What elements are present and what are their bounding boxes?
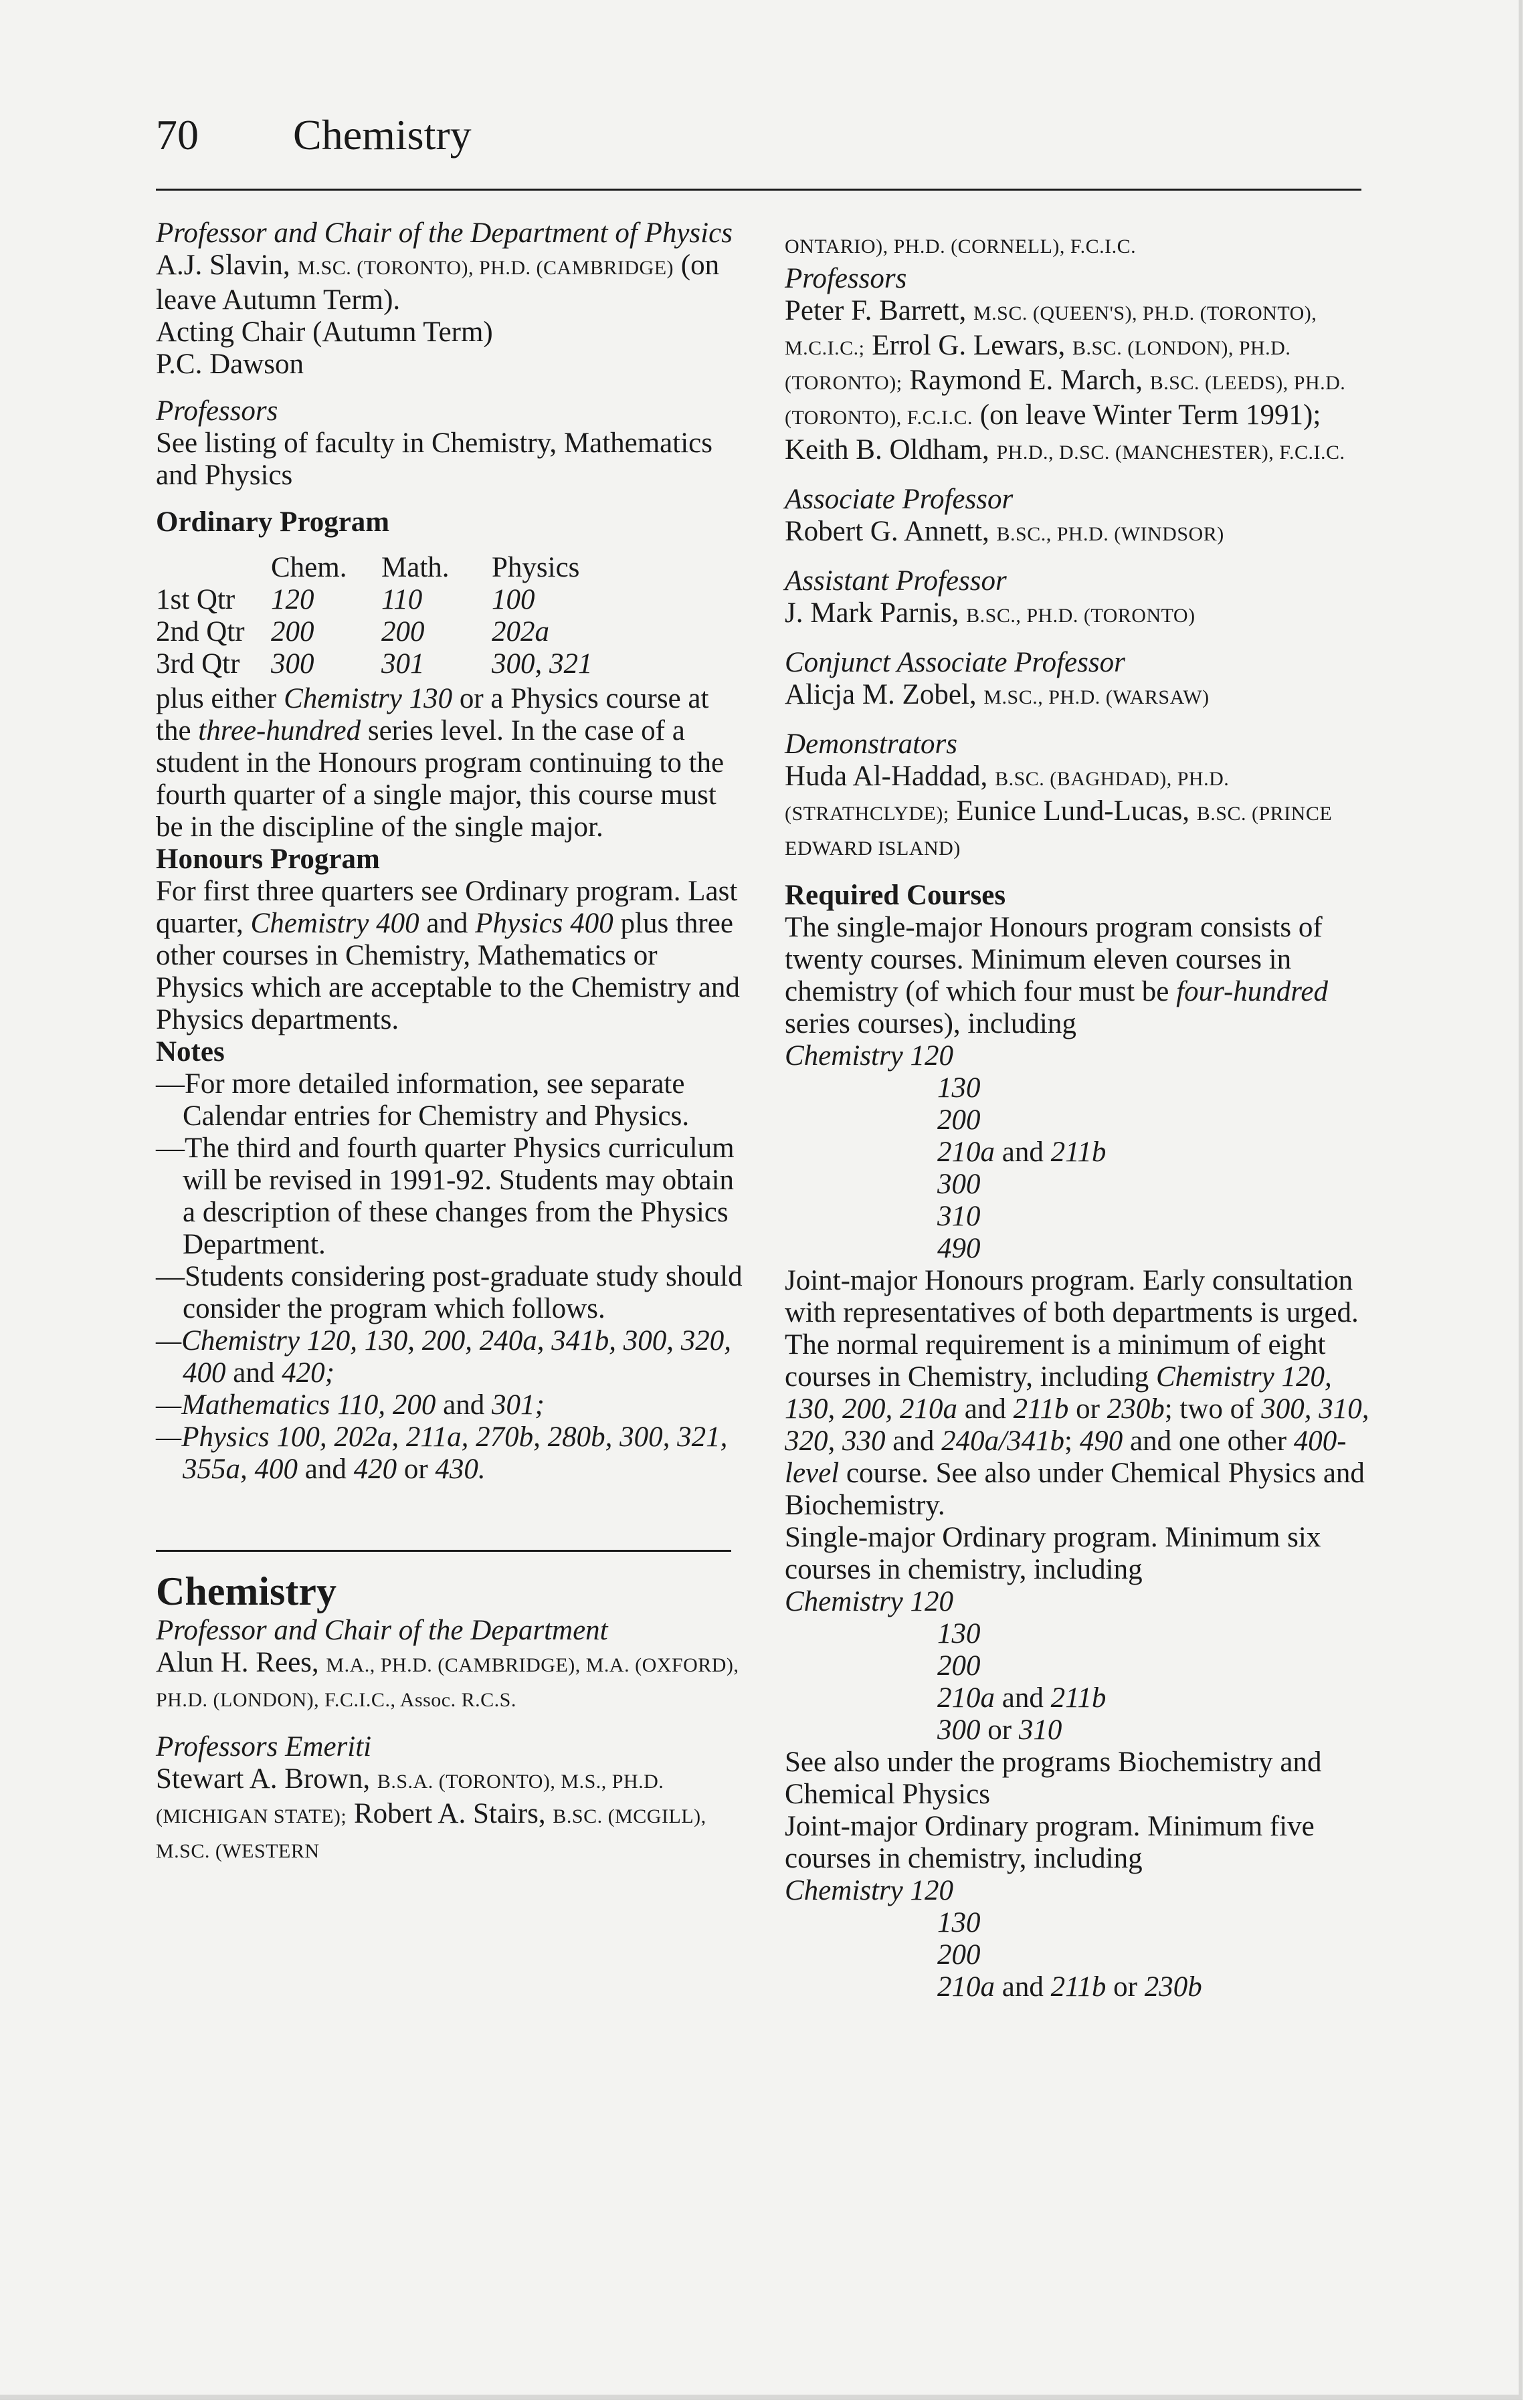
- single-major-honours-text: [785, 912, 1373, 1040]
- table-cell: 3rd Qtr: [156, 648, 240, 680]
- physics-chair-entry: [156, 249, 745, 316]
- text-run: and: [225, 1357, 282, 1389]
- note-item-physics: [156, 1421, 745, 1486]
- notes-list: [156, 1068, 745, 1486]
- text-run: and: [995, 1136, 1051, 1168]
- faculty-name: J. Mark Parnis,: [785, 597, 959, 629]
- chemistry-chair-name: Alun H. Rees,: [156, 1647, 319, 1678]
- professor-degrees: B.SC. (LEEDS), PH.D. (TORONTO), F.C.I.C.: [785, 372, 1346, 429]
- table-cell: 120: [271, 584, 314, 615]
- course-item: 130: [937, 1618, 981, 1649]
- notes-heading: Notes: [156, 1036, 225, 1068]
- course-item: Chemistry 120: [785, 1586, 954, 1617]
- physics-chair-name: A.J. Slavin,: [156, 249, 290, 281]
- course-ref: Chemistry 400: [250, 908, 419, 939]
- emeritus-degrees: B.SC. (MCGILL), M.SC. (WESTERN: [156, 1805, 706, 1862]
- course-item: 200: [937, 1650, 981, 1682]
- emeritus-name: Robert A. Stairs,: [347, 1798, 546, 1829]
- chemistry-chair-degrees: M.A., PH.D. (CAMBRIDGE), M.A. (OXFORD), PH.D. (LONDON), F.C.I.C., Assoc. R.C.S.: [156, 1654, 739, 1711]
- course-ref: 210a: [937, 1682, 995, 1714]
- text-run: or: [980, 1714, 1019, 1746]
- text-run: plus either: [156, 683, 284, 714]
- course-item: [785, 1136, 1373, 1169]
- table-header-row: [156, 552, 593, 584]
- text-run: or: [1068, 1393, 1107, 1425]
- see-also-text: See also under the programs Biochemistry and Chemical Physics: [785, 1746, 1322, 1810]
- table-cell: 301: [381, 648, 425, 680]
- header-rule: [156, 189, 1361, 191]
- course-ref: —Physics 100, 202a, 211a, 270b, 280b, 300, 321, 355a, 400: [156, 1421, 728, 1485]
- table-cell: 1st Qtr: [156, 584, 235, 615]
- joint-major-honours-text: [785, 1265, 1373, 1522]
- course-item: 130: [937, 1072, 981, 1104]
- chemistry-professors-block: [785, 263, 1373, 469]
- course-ref: —Mathematics 110, 200: [156, 1389, 436, 1421]
- course-item: Chemistry 120: [785, 1875, 954, 1906]
- faculty-degrees: B.SC., PH.D. (WINDSOR): [996, 523, 1224, 545]
- table-cell: 200: [271, 616, 314, 647]
- professor-name: Keith B. Oldham,: [785, 434, 989, 466]
- course-ref: 240a/341b: [941, 1425, 1065, 1457]
- course-ref: 310: [1018, 1714, 1062, 1746]
- course-item: 200: [937, 1939, 981, 1971]
- conjunct-professor-entry: [785, 679, 1373, 714]
- text-run: For first three quarters see Ordinary program. Last quarter,: [156, 876, 738, 939]
- single-major-ordinary-course-list: [785, 1586, 1373, 1746]
- course-ref: 420;: [282, 1357, 334, 1389]
- text-run: and: [995, 1971, 1051, 2003]
- text-run: and: [957, 1393, 1014, 1425]
- chemistry-professors-list: [785, 295, 1373, 469]
- note-item: —The third and fourth quarter Physics curriculum will be revised in 1991-92. Students may obtain a description of these changes from the Physics Department.: [156, 1132, 735, 1260]
- text-run: The single-major Honours program consists of twenty courses. Minimum eleven courses in chemistry (of which four must be: [785, 912, 1323, 1007]
- acting-chair-label: Acting Chair (Autumn Term): [156, 316, 493, 348]
- table-cell: 300: [271, 648, 314, 680]
- table-cell: 110: [381, 584, 423, 615]
- conjunct-professor-heading: Conjunct Associate Professor: [785, 647, 1125, 678]
- emeritus-degrees: B.S.A. (TORONTO), M.S., PH.D. (MICHIGAN STATE);: [156, 1771, 664, 1827]
- emeriti-block: [156, 1731, 745, 1868]
- professor-degrees: M.SC. (QUEEN'S), PH.D. (TORONTO), M.C.I.C.;: [785, 302, 1317, 359]
- associate-professor-entry: [785, 516, 1373, 550]
- course-ref: Physics 400: [475, 908, 613, 939]
- ordinary-program-text: [156, 683, 745, 843]
- text-run: or: [1106, 1971, 1145, 2003]
- joint-major-ordinary-text: Joint-major Ordinary program. Minimum five courses in chemistry, including: [785, 1811, 1315, 1874]
- text-run: series courses), including: [785, 1008, 1076, 1039]
- text-run: course. See also under Chemical Physics and Biochemistry.: [785, 1458, 1365, 1521]
- physics-professors-block: [156, 395, 745, 492]
- note-item: —For more detailed information, see separate Calendar entries for Chemistry and Physics.: [156, 1068, 690, 1132]
- table-cell: 202a: [492, 616, 549, 647]
- right-column: [785, 231, 1373, 2003]
- acting-chair-name: P.C. Dawson: [156, 348, 304, 380]
- text-run: ; two of: [1164, 1393, 1262, 1425]
- physics-professors-heading: Professors: [156, 395, 278, 427]
- course-ref: 230b: [1144, 1971, 1202, 2003]
- text-run: and: [436, 1389, 492, 1421]
- course-ref: 211b: [1013, 1393, 1069, 1425]
- course-item: 300: [937, 1169, 981, 1200]
- assistant-professor-entry: [785, 597, 1373, 632]
- emeritus-name: Stewart A. Brown,: [156, 1763, 371, 1795]
- physics-chair-leave: (on leave Autumn Term).: [156, 249, 720, 316]
- table-row: [156, 616, 593, 648]
- text-run: and: [298, 1453, 354, 1485]
- chemistry-chair-heading: Professor and Chair of the Department: [156, 1615, 608, 1646]
- demonstrators-heading: Demonstrators: [785, 728, 958, 760]
- page-title: Chemistry: [293, 111, 472, 159]
- course-ref: 430.: [435, 1453, 486, 1485]
- physics-chair-block: [156, 217, 745, 381]
- course-ref: 490: [1079, 1425, 1123, 1457]
- chemistry-professors-heading: Professors: [785, 263, 907, 294]
- course-item: 490: [937, 1233, 981, 1264]
- course-ref: 400-level: [785, 1425, 1347, 1489]
- honours-program-heading: Honours Program: [156, 843, 380, 875]
- professor-degrees: PH.D., D.SC. (MANCHESTER), F.C.I.C.: [996, 441, 1345, 464]
- emphasis: three-hundred: [198, 715, 361, 746]
- table-header-cell: Physics: [492, 552, 580, 583]
- table-cell: 100: [492, 584, 535, 615]
- course-ref: 420: [353, 1453, 397, 1485]
- honours-course-list: [785, 1040, 1373, 1265]
- faculty-degrees: B.SC. (PRINCE EDWARD ISLAND): [785, 803, 1333, 860]
- section-rule: [156, 1550, 731, 1552]
- continued-degrees: ONTARIO), PH.D. (CORNELL), F.C.I.C.: [785, 235, 1137, 258]
- professor-leave: (on leave Winter Term 1991);: [973, 399, 1321, 431]
- table-header-cell: [156, 552, 271, 584]
- course-item: 310: [937, 1201, 981, 1232]
- chemistry-chair-block: [156, 1615, 745, 1716]
- text-run: and one other: [1123, 1425, 1294, 1457]
- course-ref: —Chemistry 120, 130, 200, 240a, 341b, 300, 320, 400: [156, 1325, 731, 1389]
- course-ref: 211b: [1050, 1136, 1107, 1168]
- note-item-mathematics: [156, 1389, 745, 1421]
- required-courses-heading: Required Courses: [785, 880, 1006, 911]
- conjunct-professor-block: [785, 647, 1373, 714]
- text-run: and: [419, 908, 476, 939]
- honours-program-text: [156, 876, 745, 1036]
- table-header-cell: Chem.: [271, 552, 347, 583]
- text-run: and: [885, 1425, 942, 1457]
- course-ref: 301;: [492, 1389, 545, 1421]
- course-ref: 210a: [937, 1971, 995, 2003]
- table-cell: 300, 321: [492, 648, 593, 680]
- course-ref: 211b: [1050, 1971, 1107, 2003]
- chemistry-chair-entry: [156, 1647, 745, 1716]
- physics-chair-degrees: M.SC. (TORONTO), PH.D. (CAMBRIDGE): [297, 257, 674, 279]
- table-row: [156, 648, 593, 680]
- professor-degrees: B.SC. (LONDON), PH.D. (TORONTO);: [785, 337, 1291, 394]
- text-run: series level. In the case of a student in the Honours program continuing to the fourth quarter of a single major, this course must be in the discipline of the single major.: [156, 715, 725, 843]
- left-column: [156, 217, 745, 1882]
- course-item: Chemistry 120: [785, 1040, 954, 1072]
- text-run: or: [397, 1453, 436, 1485]
- course-ref: 230b: [1107, 1393, 1165, 1425]
- demonstrators-block: [785, 728, 1373, 865]
- course-ref: Chemistry 120, 130, 200, 210a: [785, 1361, 1332, 1425]
- faculty-name: Huda Al-Haddad,: [785, 761, 988, 792]
- course-item: [785, 1971, 1373, 2003]
- associate-professor-heading: Associate Professor: [785, 484, 1014, 515]
- physics-chair-heading: Professor and Chair of the Department of Physics: [156, 217, 733, 249]
- text-run: ;: [1064, 1425, 1080, 1457]
- page-number: 70: [156, 111, 199, 159]
- table-row: [156, 584, 593, 616]
- note-item-chemistry: [156, 1325, 745, 1389]
- joint-major-ordinary-course-list: [785, 1875, 1373, 2003]
- faculty-degrees: M.SC., PH.D. (WARSAW): [983, 686, 1210, 708]
- course-ref: 300: [937, 1714, 981, 1746]
- professor-name: Errol G. Lewars,: [864, 330, 1066, 361]
- table-cell: 200: [381, 616, 425, 647]
- faculty-degrees: B.SC. (BAGHDAD), PH.D. (STRATHCLYDE);: [785, 768, 1230, 825]
- course-ref: 211b: [1050, 1682, 1107, 1714]
- assistant-professor-block: [785, 565, 1373, 632]
- faculty-name: Alicja M. Zobel,: [785, 679, 977, 710]
- text-run: and: [995, 1682, 1051, 1714]
- course-item: [785, 1714, 1373, 1746]
- ordinary-program-heading: Ordinary Program: [156, 506, 390, 538]
- course-ref: Chemistry 130: [284, 683, 453, 714]
- demonstrators-entry: [785, 761, 1373, 865]
- text-run: or a Physics course at the: [156, 683, 709, 746]
- table-cell: 2nd Qtr: [156, 616, 245, 647]
- professor-name: Peter F. Barrett,: [785, 295, 967, 326]
- text-run: plus three other courses in Chemistry, Mathematics or Physics which are acceptable to the Chemistry and Physics departments.: [156, 908, 740, 1035]
- table-header-cell: Math.: [381, 552, 450, 583]
- course-item: 200: [937, 1104, 981, 1136]
- page-header: [156, 111, 472, 159]
- emphasis: four-hundred: [1176, 976, 1329, 1007]
- course-ref: 210a: [937, 1136, 995, 1168]
- note-item: —Students considering post-graduate study should consider the program which follows.: [156, 1261, 743, 1324]
- faculty-name: Eunice Lund-Lucas,: [949, 795, 1190, 827]
- emeriti-entry: [156, 1763, 745, 1868]
- assistant-professor-heading: Assistant Professor: [785, 565, 1007, 597]
- single-major-ordinary-text: Single-major Ordinary program. Minimum six courses in chemistry, including: [785, 1522, 1321, 1585]
- course-ref: 300, 310, 320, 330: [785, 1393, 1369, 1457]
- physics-professors-text: See listing of faculty in Chemistry, Mathematics and Physics: [156, 427, 712, 491]
- section-title: Chemistry: [156, 1569, 337, 1613]
- faculty-degrees: B.SC., PH.D. (TORONTO): [966, 605, 1196, 627]
- course-item: 130: [937, 1907, 981, 1938]
- text-run: Joint-major Honours program. Early consultation with representatives of both departments is urged. The normal requirement is a minimum of eight courses in Chemistry, including: [785, 1265, 1359, 1393]
- professor-name: Raymond E. March,: [902, 365, 1143, 396]
- course-item: [785, 1682, 1373, 1714]
- emeriti-heading: Professors Emeriti: [156, 1731, 372, 1763]
- faculty-name: Robert G. Annett,: [785, 516, 989, 547]
- ordinary-program-table: [156, 552, 593, 680]
- associate-professor-block: [785, 484, 1373, 550]
